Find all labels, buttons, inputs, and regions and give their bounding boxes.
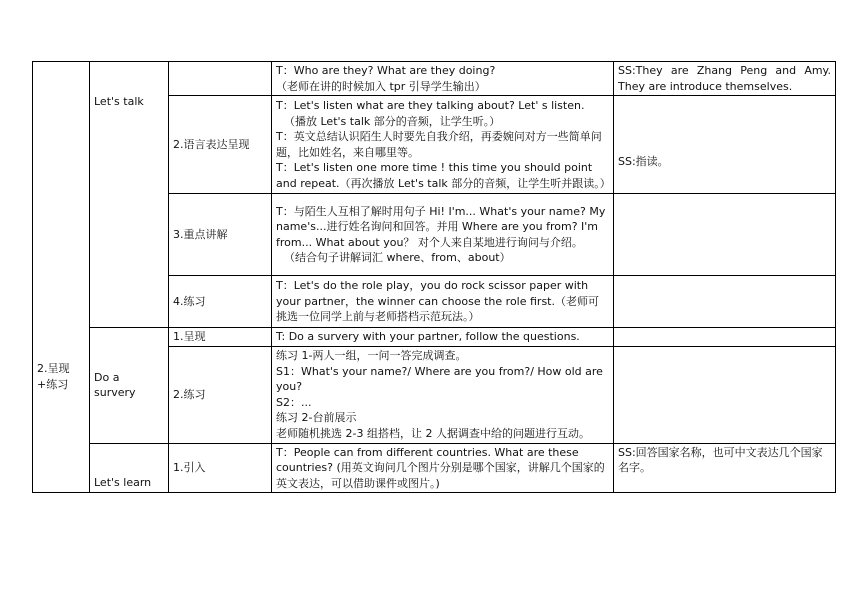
step-label: 3.重点讲解 [173, 227, 228, 241]
teacher-text: 练习 1-两人一组，一问一答完成调查。 [276, 349, 467, 362]
step-label: 1.引入 [173, 461, 206, 474]
step-cell [169, 443, 272, 493]
section-cell [33, 62, 90, 493]
step-label: 1.呈现 [173, 330, 206, 343]
step-cell [169, 96, 272, 194]
step-label: 2.练习 [173, 387, 206, 401]
student-cell [614, 328, 836, 347]
step-cell [169, 276, 272, 328]
student-cell [614, 346, 836, 443]
teacher-text: T：与陌生人互相了解时用句子 Hi! I'm... What's your name? My name's...进行姓名询问和回答。并用 Where are you from? I'm from... What about you？ 对个人来自某地进行询问与介绍。 [276, 204, 606, 249]
step-cell [169, 62, 272, 96]
teacher-cell [272, 346, 614, 443]
table-row [33, 443, 836, 493]
teacher-text: T：Let's listen what are they talking about? Let' s listen. [276, 99, 585, 112]
step-label: 4.练习 [173, 294, 206, 308]
teacher-text: （结合句子讲解词汇 where、from、about） [284, 251, 511, 264]
teacher-text: S1：What's your name?/ Where are you from?/ How old are you? [276, 364, 603, 393]
group-cell-lets-learn [90, 443, 169, 493]
teacher-text: T：Let's listen one more time ! this time you should point and repeat.（再次播放 Let's talk 部分的音频，让学生听并跟读。） [276, 161, 611, 190]
student-text: SS:回答国家名称，也可中文表达几个国家名字。 [618, 445, 823, 474]
student-cell [614, 62, 836, 96]
teacher-text: 老师随机挑选 2-3 组搭档，让 2 人据调查中给的问题进行互动。 [276, 426, 590, 440]
teacher-cell [272, 328, 614, 347]
teacher-cell [272, 194, 614, 276]
group-label: Do a survery [94, 370, 136, 400]
teacher-cell [272, 443, 614, 493]
teacher-text: 练习 2-台前展示 [276, 411, 357, 424]
teacher-cell [272, 96, 614, 194]
step-cell [169, 194, 272, 276]
teacher-text: T：Who are they? What are they doing? [276, 64, 496, 77]
step-label: 2.语言表达呈现 [173, 137, 250, 151]
step-cell [169, 346, 272, 443]
student-text: SS:指读。 [618, 155, 669, 169]
student-cell [614, 443, 836, 493]
student-cell [614, 96, 836, 194]
step-cell [169, 328, 272, 347]
student-cell [614, 276, 836, 328]
group-cell-lets-talk [90, 62, 169, 328]
teacher-text: T：Let's do the role play，you do rock scissor paper with your partner，the winner can choose the role first.（老师可挑选一位同学上前与老师搭档示范玩法。） [276, 279, 599, 324]
table-row [33, 62, 836, 96]
teacher-text: T: Do a survery with your partner, follow the questions. [276, 330, 580, 343]
group-label: Let's talk [94, 95, 144, 108]
table-row [33, 328, 836, 347]
student-text: SS:They are Zhang Peng and Amy. They are introduce themselves. [618, 64, 831, 93]
teacher-text: T：People can from different countries. What are these countries? (用英文询问几个图片分别是哪个国家，讲解几个国家的英文表达，可以借助课件或图片。) [276, 445, 605, 490]
student-cell [614, 194, 836, 276]
teacher-text: S2：... [276, 395, 312, 409]
teacher-cell [272, 276, 614, 328]
teacher-text: T：英文总结认识陌生人时要先自我介绍，再委婉问对方一些简单问题，比如姓名，来自哪里等。 [276, 130, 602, 159]
group-cell-do-survey [90, 328, 169, 444]
group-label: Let's learn [94, 475, 152, 489]
teacher-text: （老师在讲的时候加入 tpr 引导学生输出） [276, 79, 486, 93]
teacher-cell [272, 62, 614, 96]
teacher-text: （播放 Let's talk 部分的音频，让学生听。） [284, 114, 501, 128]
lesson-plan-table [32, 61, 836, 493]
section-label: 2.呈现+练习 [37, 362, 70, 391]
